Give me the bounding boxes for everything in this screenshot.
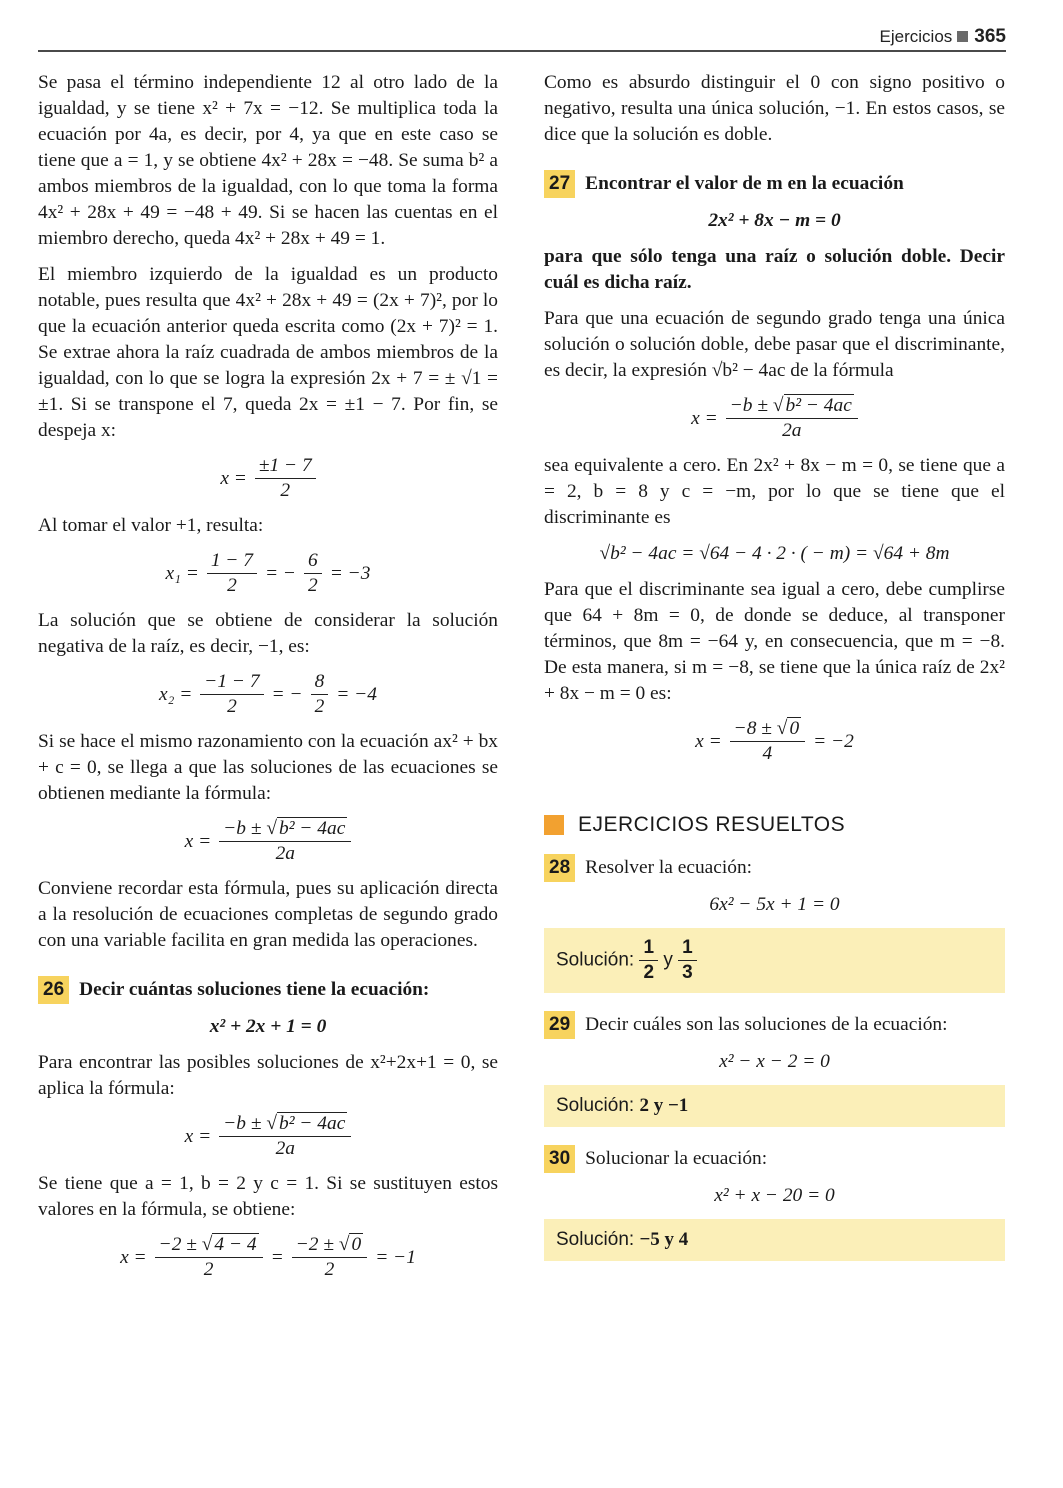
paragraph: Si se hace el mismo razonamiento con la ecuación ax² + bx + c = 0, se llega a que las soluciones de las ecuaciones se obtienen mediante la fórmula: xyxy=(38,731,498,804)
exercise-28 xyxy=(544,854,1005,993)
radicand: b² − 4ac xyxy=(279,1113,346,1134)
eq-lhs: x = xyxy=(184,1125,212,1147)
quadratic-formula xyxy=(544,394,1005,443)
numerator xyxy=(730,717,806,742)
section-name: Ejercicios xyxy=(879,27,953,46)
paragraph: sea equivalente a cero. En 2x² + 8x − m = 0, se tiene que a = 2, b = 8 y c = −m, por lo que se tiene que el discriminante es xyxy=(544,455,1005,528)
denominator: 2 xyxy=(324,1259,335,1280)
sqrt-icon: √ xyxy=(772,395,784,416)
exercise-title: Encontrar el valor de m en la ecuación xyxy=(585,173,904,194)
eq-rhs: = −3 xyxy=(329,562,371,584)
denominator: 4 xyxy=(762,743,773,764)
eq-operator: = − xyxy=(271,683,303,705)
num-prefix: −b ± xyxy=(223,1113,262,1134)
solution-label: Solución: xyxy=(556,949,635,971)
fraction xyxy=(678,936,697,985)
radicand: 4 − 4 xyxy=(214,1234,257,1255)
exercise-title: Solucionar la ecuación: xyxy=(585,1148,768,1169)
fraction xyxy=(730,717,806,766)
exercise-heading xyxy=(544,1011,1005,1039)
eq-rhs: = −4 xyxy=(336,683,377,705)
numerator xyxy=(292,1233,368,1258)
denominator: 2 xyxy=(643,962,655,983)
sqrt-icon: √ xyxy=(201,1234,213,1255)
equation-display xyxy=(544,717,1005,766)
eq-lhs: x = xyxy=(691,407,718,429)
num-prefix: −2 ± xyxy=(158,1234,197,1255)
denominator: 2a xyxy=(275,1138,295,1159)
solution-box xyxy=(544,1085,1005,1127)
exercise-number-badge: 30 xyxy=(544,1145,575,1173)
solution-label: Solución: xyxy=(556,1095,635,1116)
paragraph: Para que una ecuación de segundo grado tenga una única solución o solución doble, debe pasar que el discriminante, es decir, la expresión √b² − 4ac de la fórmula xyxy=(544,308,1005,381)
eq-operator: = − xyxy=(265,562,297,584)
eq-lhs: x = xyxy=(120,1246,147,1268)
numerator: 1 xyxy=(678,936,697,961)
exercise-26 xyxy=(38,976,498,1282)
discriminant-equation: √b² − 4ac = √64 − 4 · 2 · ( − m) = √64 + 8m xyxy=(599,543,950,564)
exercise-heading xyxy=(544,854,1005,882)
paragraph: Como es absurdo distinguir el 0 con signo positivo o negativo, resulta una única solución, −1. En estos casos, se dice que la solución es doble. xyxy=(544,72,1005,145)
fraction xyxy=(639,936,658,985)
num-prefix: −b ± xyxy=(223,818,262,839)
eq-rhs: = −1 xyxy=(375,1246,416,1268)
left-column xyxy=(38,70,498,1282)
numerator: 1 − 7 xyxy=(207,549,257,574)
num-prefix: −8 ± xyxy=(733,718,772,739)
exercise-number-badge: 26 xyxy=(38,976,69,1004)
eq-lhs: x₁ = xyxy=(165,562,199,584)
numerator xyxy=(726,394,858,419)
exercise-29 xyxy=(544,1011,1005,1127)
solution-value: 2 y −1 xyxy=(639,1095,689,1116)
numerator xyxy=(155,1233,263,1258)
radicand: b² − 4ac xyxy=(785,395,852,416)
denominator: 2 xyxy=(308,575,318,596)
eq-lhs: x = xyxy=(695,730,722,752)
fraction xyxy=(304,549,322,598)
exercise-heading xyxy=(544,170,1005,198)
exercise-title: Resolver la ecuación: xyxy=(585,857,753,878)
paragraph: Para que el discriminante sea igual a cero, debe cumplirse que 64 + 8m = 0, de donde se deduce, al transponer términos, que 8m = −64 y, en consecuencia, que m = −8. De esta manera, si m = −8, se tiene que la única raíz de 2x² + 8x − m = 0 es: xyxy=(544,579,1005,704)
eq-lhs: x = xyxy=(184,830,212,852)
radicand: 0 xyxy=(789,718,800,739)
exercise-title: Decir cuáles son las soluciones de la ecuación: xyxy=(585,1014,948,1035)
paragraph: El miembro izquierdo de la igualdad es un producto notable, pues resulta que 4x² + 28x + 49 = (2x + 7)², por lo que la ecuación anterior queda escrita como (2x + 7)² = 1. Se extrae ahora la raíz cuadrada de ambos miembros de la igualdad, con lo que se logra la expresión 2x + 7 = ± √1 = ±1. Si se transpone el 7, queda 2x = ±1 − 7. Por fin, se despeja x: xyxy=(38,264,498,441)
equation-display xyxy=(38,1233,498,1282)
exercise-equation: x² − x − 2 = 0 xyxy=(719,1051,830,1072)
fraction xyxy=(219,1112,351,1161)
exercise-number-badge: 29 xyxy=(544,1011,575,1039)
denominator: 2a xyxy=(782,420,802,441)
exercise-equation: 2x² + 8x − m = 0 xyxy=(708,210,841,231)
exercise-heading xyxy=(544,1145,1005,1173)
right-column xyxy=(544,70,1005,1261)
page-header xyxy=(38,22,1006,52)
quadratic-formula xyxy=(38,817,498,866)
numerator: 1 xyxy=(639,936,658,961)
fraction xyxy=(255,454,316,503)
section-title: EJERCICIOS RESUELTOS xyxy=(578,813,846,836)
solution-box xyxy=(544,1219,1005,1261)
sqrt-icon: √ xyxy=(338,1234,350,1255)
solution-label: Solución: xyxy=(556,1229,635,1250)
exercise-title: Decir cuántas soluciones tiene la ecuación: xyxy=(79,979,430,1000)
paragraph: Conviene recordar esta fórmula, pues su aplicación directa a la resolución de ecuaciones completas de segundo grado con una variable facilita en gran medida las operaciones. xyxy=(38,878,498,951)
square-bullet-icon xyxy=(957,31,968,42)
paragraph: La solución que se obtiene de considerar la solución negativa de la raíz, es decir, −1, es: xyxy=(38,610,498,657)
fraction xyxy=(200,670,263,719)
sqrt-icon: √ xyxy=(266,1113,278,1134)
exercise-number-badge: 28 xyxy=(544,854,575,882)
radicand: 0 xyxy=(351,1234,362,1255)
exercise-title-continued: para que sólo tenga una raíz o solución doble. Decir cuál es dicha raíz. xyxy=(544,246,1005,293)
solution-and: y xyxy=(663,949,673,971)
numerator: ±1 − 7 xyxy=(255,454,316,479)
numerator: −1 − 7 xyxy=(200,670,263,695)
exercise-equation: x² + x − 20 = 0 xyxy=(714,1185,835,1206)
eq-operator: = xyxy=(270,1246,284,1268)
sqrt-icon: √ xyxy=(266,818,278,839)
exercise-equation: x² + 2x + 1 = 0 xyxy=(209,1016,327,1037)
radicand: b² − 4ac xyxy=(279,818,346,839)
fraction xyxy=(219,817,351,866)
fraction xyxy=(155,1233,263,1282)
equation-display xyxy=(38,549,498,598)
denominator: 2a xyxy=(275,843,295,864)
num-prefix: −b ± xyxy=(729,395,768,416)
numerator xyxy=(219,1112,351,1137)
numerator xyxy=(219,817,351,842)
eq-rhs: = −2 xyxy=(813,730,854,752)
denominator: 3 xyxy=(682,962,693,983)
solution-value: −5 y 4 xyxy=(639,1229,689,1250)
sqrt-icon: √ xyxy=(776,718,788,739)
section-heading xyxy=(544,812,1005,838)
exercise-heading xyxy=(38,976,498,1004)
page-number: 365 xyxy=(974,26,1006,47)
paragraph: Al tomar el valor +1, resulta: xyxy=(38,515,264,536)
paragraph: Para encontrar las posibles soluciones de x²+2x+1 = 0, se aplica la fórmula: xyxy=(38,1052,498,1099)
fraction xyxy=(311,670,329,719)
paragraph: Se tiene que a = 1, b = 2 y c = 1. Si se sustituyen estos valores en la fórmula, se obtiene: xyxy=(38,1173,498,1220)
denominator: 2 xyxy=(227,696,237,717)
exercise-27 xyxy=(544,170,1005,766)
equation-display xyxy=(38,670,498,719)
denominator: 2 xyxy=(227,575,237,596)
orange-square-icon xyxy=(544,815,564,835)
denominator: 2 xyxy=(280,480,291,501)
eq-lhs: x = xyxy=(220,467,247,489)
numerator: 6 xyxy=(304,549,322,574)
denominator: 2 xyxy=(203,1259,214,1280)
eq-lhs: x₂ = xyxy=(159,683,193,705)
fraction xyxy=(207,549,257,598)
solution-box xyxy=(544,928,1005,993)
exercise-equation: 6x² − 5x + 1 = 0 xyxy=(709,894,840,915)
running-head xyxy=(880,26,1006,48)
numerator: 8 xyxy=(311,670,329,695)
fraction xyxy=(726,394,858,443)
equation-display xyxy=(38,454,498,503)
exercise-30 xyxy=(544,1145,1005,1261)
num-prefix: −2 ± xyxy=(295,1234,334,1255)
fraction xyxy=(292,1233,368,1282)
quadratic-formula xyxy=(38,1112,498,1161)
paragraph: Se pasa el término independiente 12 al otro lado de la igualdad, y se tiene x² + 7x = −12. Se multiplica toda la ecuación por 4a, es decir, por 4, ya que en este caso se tiene que a = 1, y se obtiene 4x² + 28x = −48. Se suma b² a ambos miembros de la igualdad, con lo que toma la forma 4x² + 28x + 49 = −48 + 49. Si se hacen las cuentas en el miembro derecho, queda 4x² + 28x + 49 = 1. xyxy=(38,72,498,249)
denominator: 2 xyxy=(314,696,325,717)
exercise-number-badge: 27 xyxy=(544,170,575,198)
